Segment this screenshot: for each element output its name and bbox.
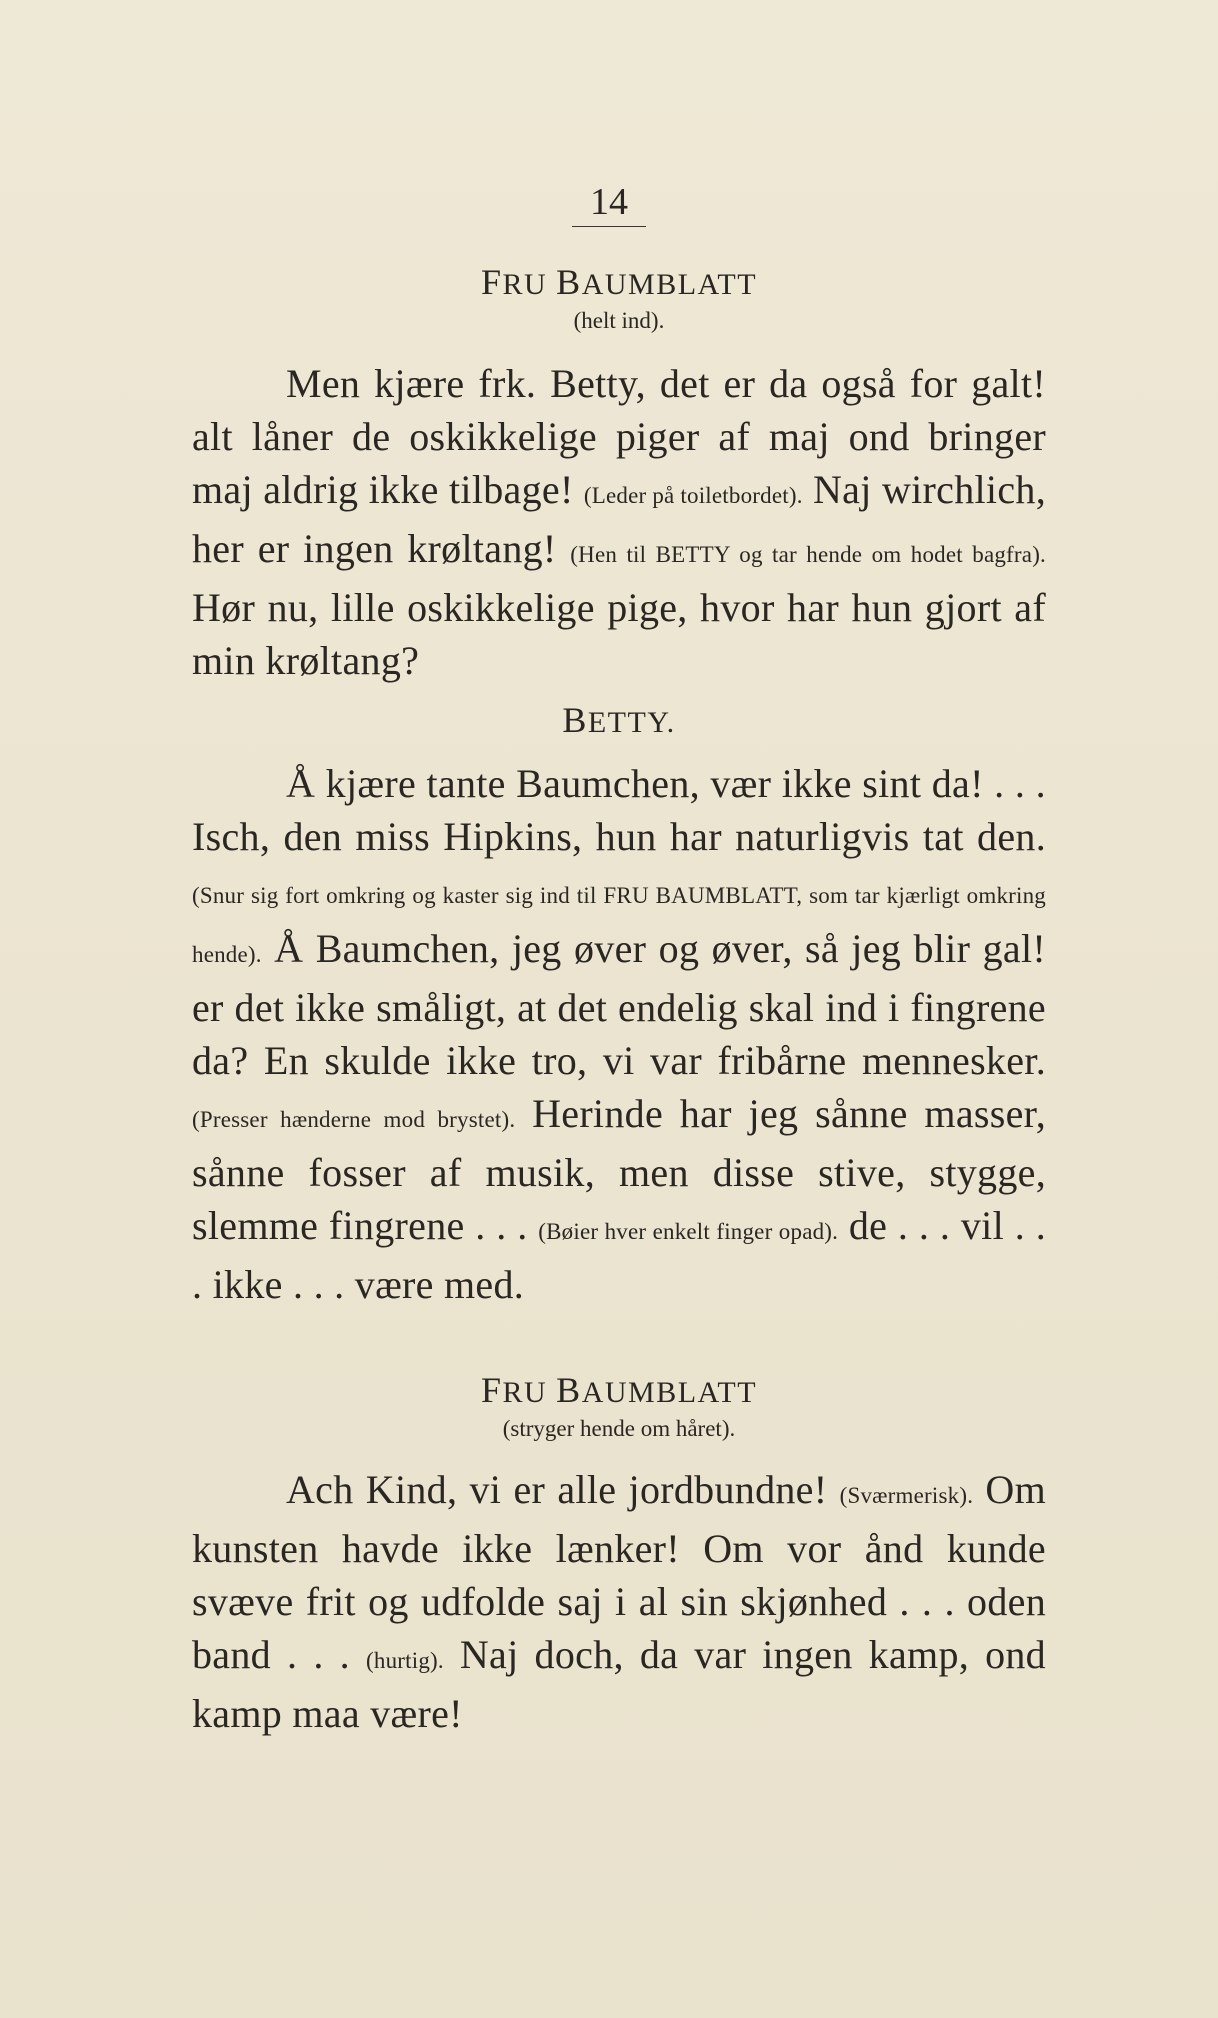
dialogue-block-fru-baumblatt-1	[192, 262, 1046, 687]
stage-direction: (Sværmerisk).	[839, 1483, 974, 1508]
stage-direction: (hurtig).	[366, 1648, 444, 1673]
speaker-note: (stryger hende om håret).	[502, 1416, 736, 1441]
speech-paragraph	[192, 357, 1046, 687]
speech-text: de . . . vil . . . ikke . . . være med.	[192, 1203, 1046, 1307]
speaker-name	[192, 1370, 1046, 1413]
stage-direction: (Bøier hver enkelt finger opad).	[538, 1219, 839, 1244]
speaker-name	[192, 262, 1046, 305]
speech-text: Å Baumchen, jeg øver og øver, så jeg blir gal! er det ikke småligt, at det endelig skal ind i fingrene da? En skulde ikke tro, vi var fribårne mennesker.	[192, 926, 1046, 1083]
speech-text: Naj wirchlich, her er ingen krøltang!	[192, 467, 1046, 571]
speech-text: Hør nu, lille oskikkelige pige, hvor har hun gjort af min krøltang?	[192, 585, 1046, 683]
speech-text: Men kjære frk. Betty, det er da også for galt! alt låner de oskikkelige piger af maj ond bringer maj aldrig ikke tilbage!	[192, 361, 1046, 512]
speaker-name-second: BAUMBLATT	[556, 1370, 758, 1410]
speech-text: Å kjære tante Baumchen, vær ikke sint da! . . . Isch, den miss Hipkins, hun har naturligvis tat den.	[192, 761, 1046, 859]
speech-paragraph	[192, 1463, 1046, 1740]
stage-direction: (Leder på toiletbordet).	[583, 483, 803, 508]
speaker-name-first: FRU	[480, 262, 548, 302]
speech-text: Herinde har jeg sånne masser, sånne fosser af musik, men disse stive, stygge, slemme fingrene . . .	[192, 1091, 1046, 1248]
dialogue-block-betty	[192, 700, 1046, 1311]
speaker-name-second: BAUMBLATT	[556, 262, 758, 302]
stage-direction: (Presser hænderne mod brystet).	[192, 1107, 516, 1132]
speaker-name-first: FRU	[480, 1370, 548, 1410]
speech-text: Om kunsten havde ikke lænker! Om vor ånd kunde svæve frit og udfolde saj i al sin skjønhed . . . oden band . . .	[192, 1467, 1046, 1677]
dialogue-block-fru-baumblatt-2	[192, 1370, 1046, 1740]
speaker-note: (helt ind).	[573, 308, 665, 333]
page-number-text: 14	[572, 182, 646, 227]
stage-direction: (Snur sig fort omkring og kaster sig ind til FRU BAUMBLATT, som tar kjærligt omkring hende).	[192, 883, 1046, 967]
speech-paragraph	[192, 757, 1046, 1311]
stage-direction: (Hen til BETTY og tar hende om hodet bagfra).	[570, 542, 1046, 567]
speech-text: Ach Kind, vi er alle jordbundne!	[286, 1467, 840, 1512]
speaker-name-first: BETTY.	[562, 700, 676, 740]
speech-text: Naj doch, da var ingen kamp, ond kamp maa være!	[192, 1632, 1046, 1736]
page-number	[0, 182, 1218, 227]
speaker-name	[192, 700, 1046, 743]
